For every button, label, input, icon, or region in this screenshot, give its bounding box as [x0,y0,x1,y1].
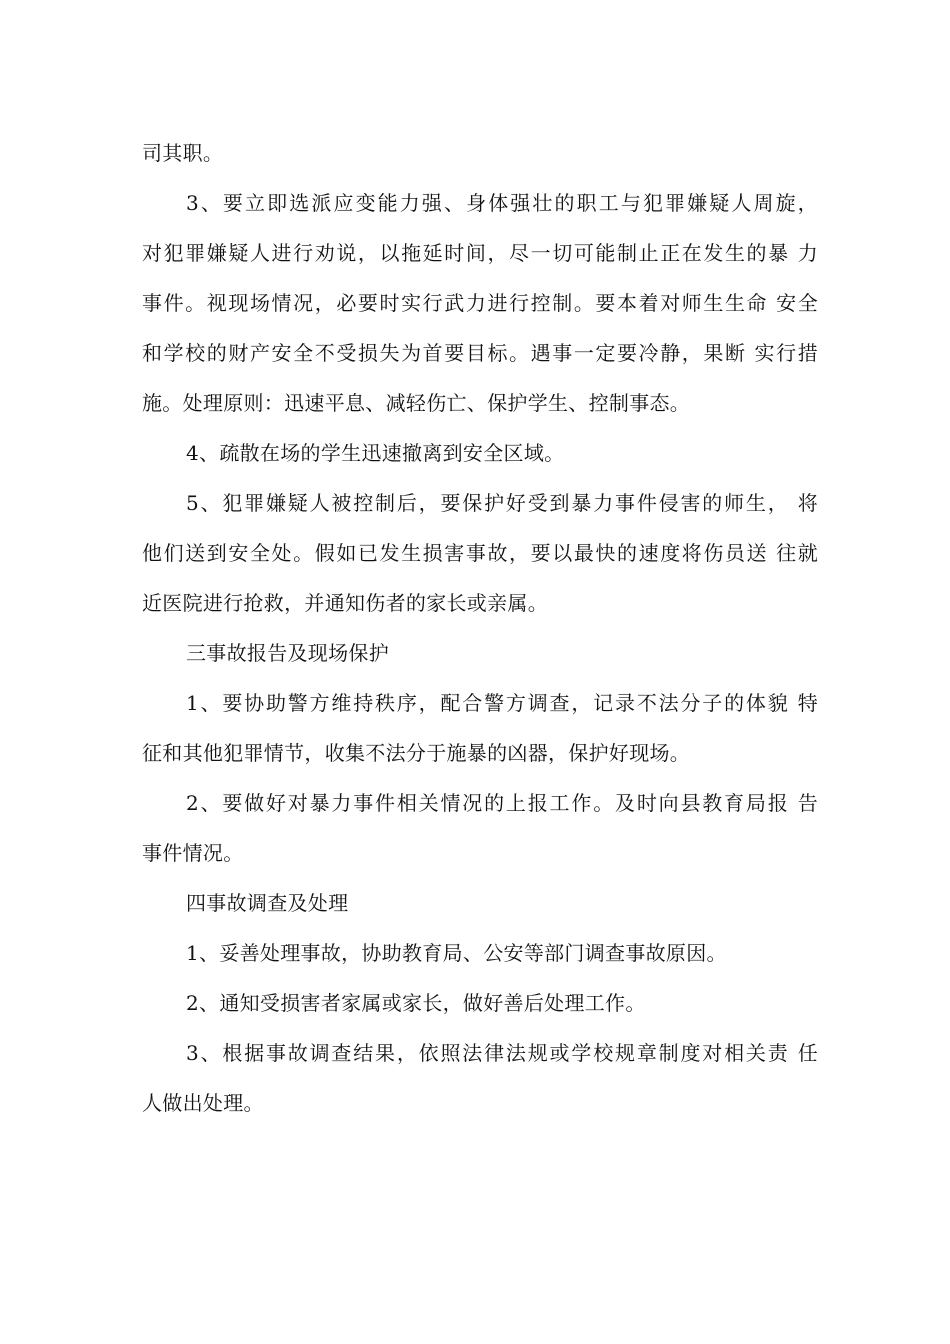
text-line: 3、要立即选派应变能力强、身体强壮的职工与犯罪嫌疑人周旋， [186,191,818,215]
section-heading: 四事故调查及处理 [186,891,349,915]
text-line: 和学校的财产安全不受损失为首要目标。遇事一定要冷静，果断 实行措 [142,341,818,365]
text-line: 施。处理原则：迅速平息、减轻伤亡、保护学生、控制事态。 [142,391,691,415]
text-line: 3、根据事故调查结果，依照法律法规或学校规章制度对相关责 任 [186,1041,818,1065]
text-line: 4、疏散在场的学生迅速撤离到安全区域。 [186,441,565,465]
text-line: 2、要做好对暴力事件相关情况的上报工作。及时向县教育局报 告 [186,791,818,815]
text-line: 近医院进行抢救，并通知伤者的家长或亲属。 [142,591,548,615]
text-line: 事件情况。 [142,841,244,865]
text-line: 事件。视现场情况，必要时实行武力进行控制。要本着对师生生命 安全 [142,291,818,315]
document-body [142,128,818,1128]
text-line: 他们送到安全处。假如已发生损害事故，要以最快的速度将伤员送 往就 [142,541,818,565]
text-line: 5、犯罪嫌疑人被控制后，要保护好受到暴力事件侵害的师生， 将 [186,491,818,515]
text-line: 2、通知受损害者家属或家长，做好善后处理工作。 [186,991,646,1015]
section-heading: 三事故报告及现场保护 [186,641,389,665]
text-line: 征和其他犯罪情节，收集不法分于施暴的凶器，保护好现场。 [142,741,691,765]
text-line: 人做出处理。 [142,1091,264,1115]
text-line: 1、要协助警方维持秩序，配合警方调查，记录不法分子的体貌 特 [186,691,818,715]
text-line: 对犯罪嫌疑人进行劝说，以拖延时间，尽一切可能制止正在发生的暴 力 [142,241,818,265]
text-line: 1、妥善处理事故，协助教育局、公安等部门调查事故原因。 [186,941,727,965]
text-line: 司其职。 [142,141,224,165]
